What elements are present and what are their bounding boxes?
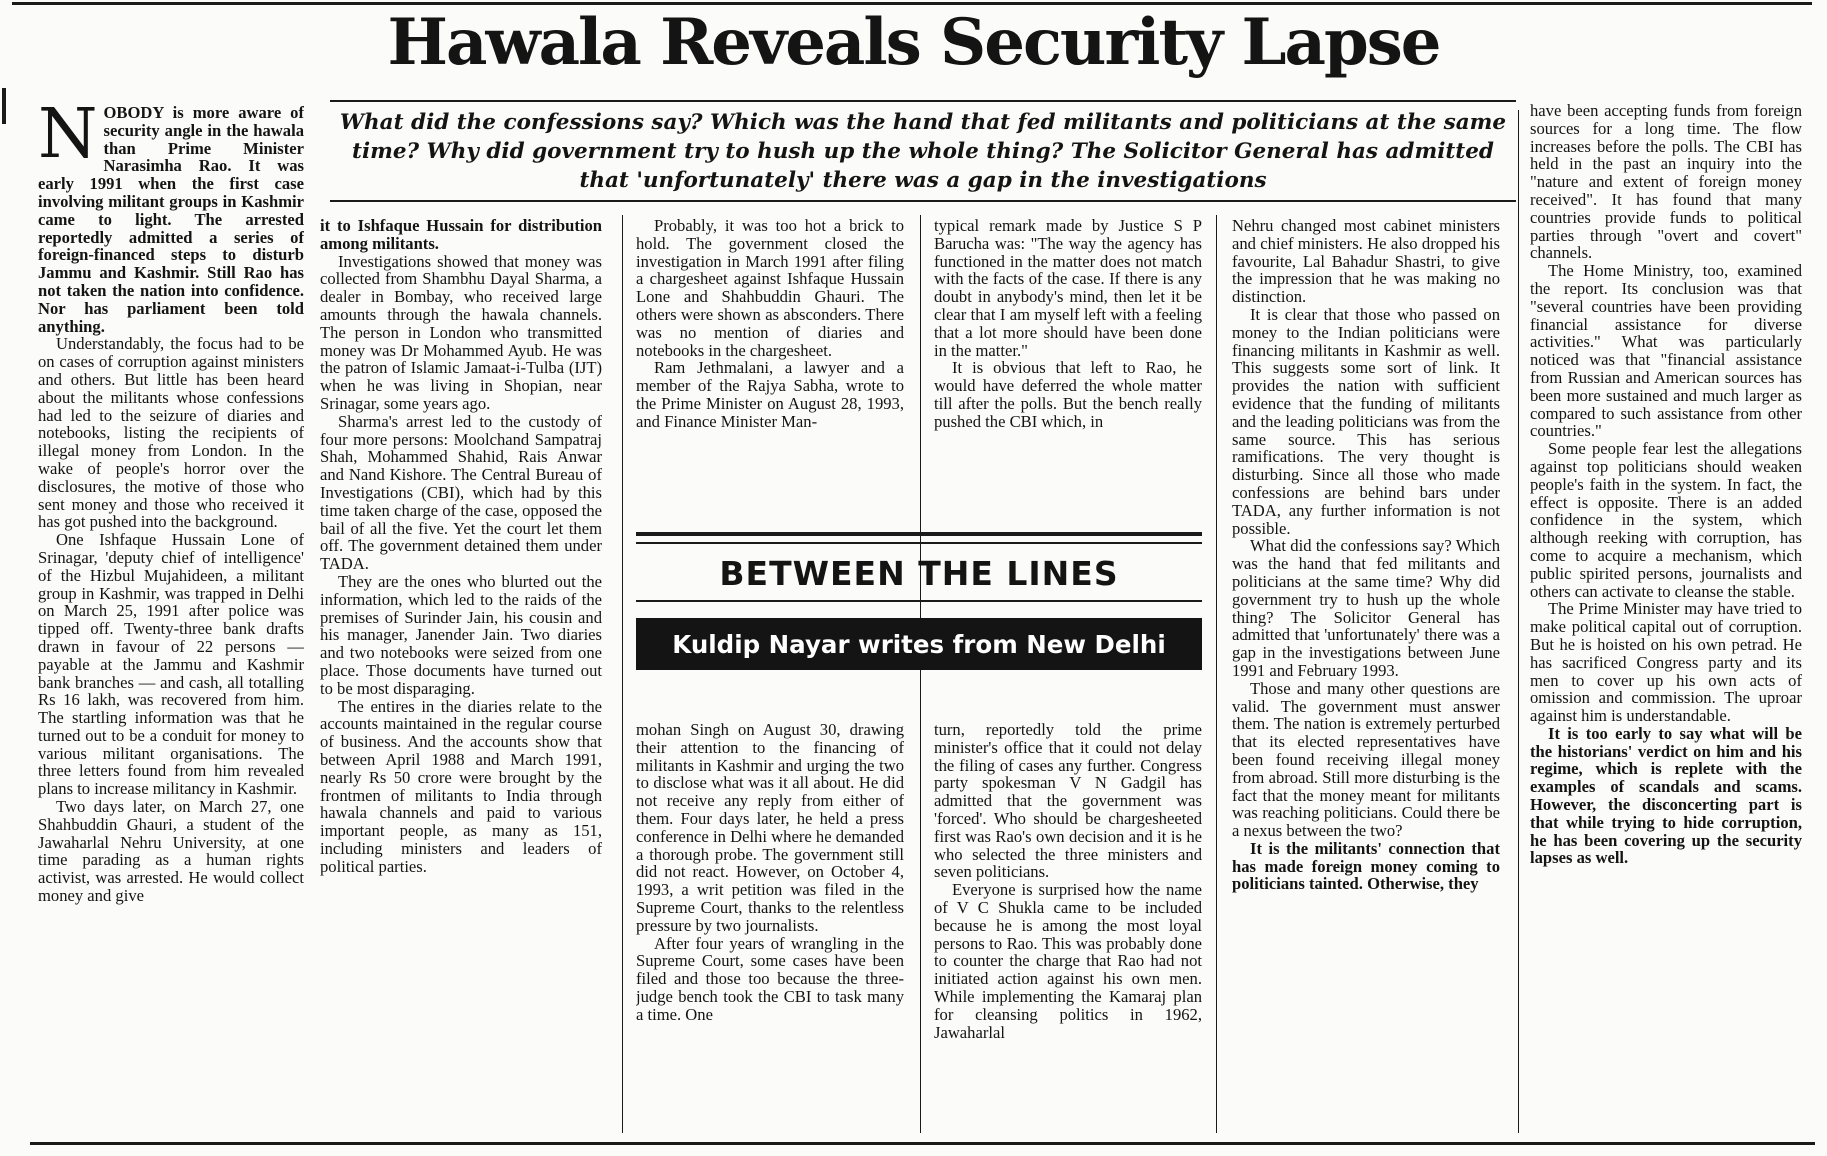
article-paragraph: It is obvious that left to Rao, he would have deferred the whole matter till after the polls. But the bench really pushed the CBI which, in [934, 358, 1202, 431]
article-paragraph: Nehru changed most cabinet ministers and chief ministers. He also dropped his favourite, Lal Bahadur Shastri, to give the impression that he was making no distinction. [1232, 217, 1500, 307]
article-paragraph: Investigations showed that money was collected from Shambhu Dayal Sharma, a dealer in Bombay, who received large amounts through the hawala channels. The person in London who transmitted money was Dr Mohammed Ayub. He was the patron of Islamic Jamaat-i-Tulba (IJT) when he was living in Shopian, near Srinagar, some years ago. [320, 251, 602, 413]
byline: Kuldip Nayar writes from New Delhi [636, 618, 1202, 670]
deck-top-rule [330, 100, 1516, 102]
deck-subhead: What did the confessions say? Which was the hand that fed militants and politicians at the same time? Why did government try to hush up the whole thing? The Solicitor General has admitted that 'unfortunately' there was a gap in the investigations [339, 110, 1507, 193]
article-paragraph: What did the confessions say? Which was the hand that fed militants and politicians at the same time? Why did government try to hush up the whole thing? The Solicitor General has admitted that 'unfortunately' there was a gap in the investigations between June 1991 and February 1993. [1232, 536, 1500, 680]
article-paragraph: One Ishfaque Hussain Lone of Srinagar, 'deputy chief of intelligence' of the Hizbul Mujahideen, a militant group in Kashmir, was trapped in Delhi on March 25, 1991 after police was tipped off. Twenty-three bank drafts drawn in favour of 22 persons — payable at the Jammu and Kashmir bank branches — and cash, all totalling Rs 16 lakh, was recovered from him. The startling information was that he turned out to be a conduit for money to various militant organisations. The three letters found from him revealed plans to increase militancy in Kashmir. [38, 530, 304, 799]
article-paragraph: have been accepting funds from foreign sources for a long time. The flow increases before the polls. The CBI has held in the past an inquiry into the "nature and extent of foreign money received". It has found that many countries provide funds to political parties through "overt and covert" channels. [1530, 102, 1802, 263]
article-paragraph: Everyone is surprised how the name of V C Shukla came to be included because he is among the most loyal persons to Rao. This was probably done to counter the charge that Rao had not initiated action against his own men. While implementing the Kamaraj plan for cleansing politics in 1962, Jawaharlal [934, 880, 1202, 1042]
column-box-rule [636, 600, 1202, 602]
article-paragraph: It is the militants' connection that has made foreign money coming to politicians tainted. Otherwise, they [1232, 838, 1500, 894]
column-divider [1518, 110, 1519, 1133]
article-paragraph: Two days later, on March 27, one Shahbuddin Ghauri, a student of the Jawaharlal Nehru University, at one time parading as a human rights activist, was arrested. He would collect money and give [38, 797, 304, 906]
article-column-3-upper [636, 217, 904, 517]
article-column-2 [320, 217, 602, 1136]
article-paragraph: turn, reportedly told the prime minister's office that it could not delay the filing of cases any further. Congress party spokesman V N Gadgil has admitted that the government was 'forced'. Who should be chargesheeted first was Rao's own decision and it is he who selected the three ministers and seven politicians. [934, 721, 1202, 882]
article-paragraph: The entires in the diaries relate to the accounts maintained in the regular course of business. And the accounts show that between April 1988 and March 1991, nearly Rs 50 crore were brought by the frontmen of militants to India through hawala channels and paid to various important people, as many as 151, including ministers and leaders of political parties. [320, 696, 602, 876]
article-paragraph: They are the ones who blurted out the information, which led to the raids of the premises of Surinder Jain, his cousin and his manager, Janender Jain. Two diaries and two notebooks were seized from one place. Those documents have turned out to be most disparaging. [320, 571, 602, 698]
headline: Hawala Reveals Security Lapse [387, 5, 1440, 80]
column-title: BETWEEN THE LINES [719, 554, 1119, 593]
article-column-6 [1530, 102, 1802, 1136]
article-paragraph: typical remark made by Justice S P Barucha was: "The way the agency has functioned in the matter does not match with the facts of the case. If there is any doubt in anybody's mind, then let it be clear that I am myself left with a feeling that a lot more should have been done in the matter." [934, 217, 1202, 360]
drop-cap: N [38, 104, 98, 174]
article-paragraph: It is too early to say what will be the historians' verdict on him and his regime, which is replete with the examples of scandals and scams. However, the disconcerting part is that while trying to hide corruption, he has been covering up the security lapses as well. [1530, 723, 1802, 868]
article-paragraph: OBODY is more aware of security angle in the hawala than Prime Minister Narasimha Rao. It was early 1991 when the first case involving militant groups in Kashmir came to light. The arrested reportedly admitted a series of foreign-financed steps to disturb Jammu and Kashmir. Still Rao has not taken the nation into confidence. Nor has parliament been told anything. [38, 104, 304, 336]
article-paragraph: Those and many other questions are valid. The government must answer them. The nation is extremely perturbed that its elected representatives have been found receiving illegal money from abroad. Still more disturbing is the fact that the money meant for militants was reaching politicians. Could there be a nexus between the two? [1232, 678, 1500, 841]
article-paragraph: it to Ishfaque Hussain for distribution among militants. [320, 217, 602, 253]
article-column-5 [1232, 217, 1500, 1136]
column-divider [920, 215, 921, 1133]
article-paragraph: Ram Jethmalani, a lawyer and a member of the Rajya Sabha, wrote to the Prime Minister on August 28, 1993, and Finance Minister Man- [636, 358, 904, 431]
article-column-4-upper [934, 217, 1202, 517]
article-column-1 [38, 104, 304, 1136]
article-paragraph: It is clear that those who passed on money to the Indian politicians were financing militants in Kashmir as well. This suggests some sort of link. It provides the nation with sufficient evidence that the funding of militants and the leading politicians was from the same source. This has serious ramifications. The very thought is disturbing. Since all those who made confessions are behind bars under TADA, any further information is not possible. [1232, 304, 1500, 538]
article-paragraph: Understandably, the focus had to be on cases of corruption against ministers and others. But little has been heard about the militants whose confessions had led to the seizure of diaries and notebooks, listing the recipients of illegal money from London. In the wake of people's horror over the disclosures, the motive of those who sent money and those who received it has got pushed into the background. [38, 334, 304, 532]
deck-bottom-rule [330, 200, 1516, 202]
column-box-top-rule [636, 532, 1202, 536]
article-column-3-lower [636, 721, 904, 1136]
column-divider [622, 215, 623, 1133]
article-paragraph: After four years of wrangling in the Supreme Court, some cases have been filed and those too because the three-judge bench took the CBI to task many a time. One [636, 933, 904, 1024]
article-column-4-lower [934, 721, 1202, 1136]
article-paragraph: The Prime Minister may have tried to make political capital out of corruption. But he is hoisted on his own petrad. He has sacrificed Congress party and its men to cover up his own acts of omission and commission. The uproar against him is understandable. [1530, 599, 1802, 726]
column-box-rule [636, 542, 1202, 544]
left-edge-mark [2, 88, 6, 124]
article-paragraph: Probably, it was too hot a brick to hold. The government closed the investigation in March 1991 after filing a chargesheet against Ishfaque Hussain Lone and Shahbuddin Ghauri. The others were shown as absconders. There was no mention of diaries and notebooks in the chargesheet. [636, 217, 904, 360]
column-divider [1216, 215, 1217, 1133]
article-paragraph: The Home Ministry, too, examined the report. Its conclusion was that "several countries have been providing financial assistance for diverse activities." What was particularly noticed was that "financial assistance from Russian and American sources has been more sustained and much larger as compared to such assistance from other countries." [1530, 261, 1802, 441]
article-paragraph: mohan Singh on August 30, drawing their attention to the financing of militants in Kashmir and urging the two to disclose what was it all about. He did not receive any reply from either of them. Four days later, he held a press conference in Delhi where he demanded a thorough probe. The government still did not react. However, on October 4, 1993, a writ petition was filed in the Supreme Court, thanks to the relentless pressure by two journalists. [636, 721, 904, 935]
article-paragraph: Sharma's arrest led to the custody of four more persons: Moolchand Sampatraj Shah, Mohammed Shahid, Rais Anwar and Nand Kishore. The Central Bureau of Investigations (CBI), which had by this time taken charge of the case, opposed the bail of all the five. Yet the court let them off. The government detained them under TADA. [320, 411, 602, 574]
bottom-rule [30, 1142, 1815, 1145]
article-paragraph: Some people fear lest the allegations against top politicians should weaken people's faith in the system. In fact, the effect is opposite. There is an added confidence in the system, which although reeking with corruption, has come to acquire a mechanism, which public spirited persons, journalists and others can activate to cleanse the stable. [1530, 439, 1802, 601]
